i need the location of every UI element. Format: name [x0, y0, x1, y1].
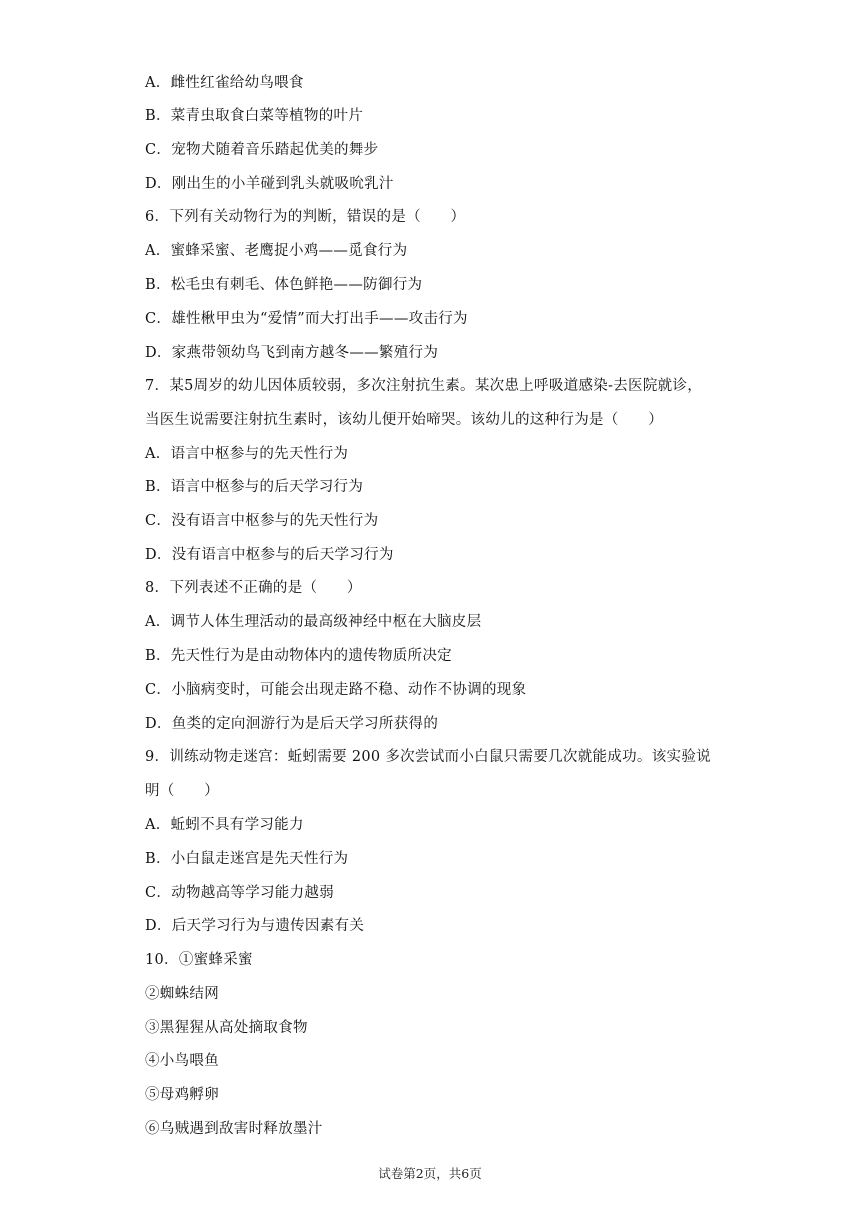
- list-item: ②蜘蛛结网: [145, 986, 219, 1002]
- option-a-line: A．雌性红雀给幼鸟喂食: [145, 75, 304, 91]
- option-c-line: C．动物越高等学习能力越弱: [145, 885, 334, 901]
- option-a-line: A．蜜蜂采蜜、老鹰捉小鸡——觅食行为: [145, 243, 408, 259]
- question-7: 7．某5周岁的幼儿因体质较弱，多次注射抗生素。某次患上呼吸道感染-去医院就诊，: [145, 378, 703, 394]
- option-b-line: B．小白鼠走迷宫是先天性行为: [145, 851, 349, 867]
- list-item: ⑥乌贼遇到敌害时释放墨汁: [145, 1121, 323, 1137]
- option-c-line: C．没有语言中枢参与的先天性行为: [145, 513, 379, 529]
- option-c-line: C．宠物犬随着音乐踏起优美的舞步: [145, 142, 379, 158]
- option-c-line: C．雄性楸甲虫为“爱情”而大打出手——攻击行为: [145, 311, 468, 327]
- list-item: ⑤母鸡孵卵: [145, 1087, 219, 1103]
- option-d-line: D．后天学习行为与遗传因素有关: [145, 918, 365, 934]
- option-d-line: D．家燕带领幼鸟飞到南方越冬——繁殖行为: [145, 345, 439, 361]
- question-9: 9．训练动物走迷宫：蚯蚓需要 200 多次尝试而小白鼠只需要几次就能成功。该实验说: [145, 749, 711, 765]
- question-9-continued: 明（ ）: [145, 783, 219, 799]
- option-d-line: D．没有语言中枢参与的后天学习行为: [145, 547, 394, 563]
- option-b-line: B．松毛虫有刺毛、体色鲜艳——防御行为: [145, 277, 423, 293]
- list-item: ③黑猩猩从高处摘取食物: [145, 1020, 308, 1036]
- option-d-line: D．刚出生的小羊碰到乳头就吸吮乳汁: [145, 176, 394, 192]
- option-b-line: B．语言中枢参与的后天学习行为: [145, 479, 364, 495]
- option-a-line: A．语言中枢参与的先天性行为: [145, 446, 349, 462]
- question-10: 10．①蜜蜂采蜜: [145, 952, 253, 968]
- page-footer: 试卷第2页，共6页: [378, 1166, 482, 1181]
- option-b-line: B．菜青虫取食白菜等植物的叶片: [145, 108, 364, 124]
- list-item: ④小鸟喂鱼: [145, 1053, 219, 1069]
- option-a-line: A．蚯蚓不具有学习能力: [145, 817, 304, 833]
- option-a-line: A．调节人体生理活动的最高级神经中枢在大脑皮层: [145, 614, 482, 630]
- question-6: 6．下列有关动物行为的判断，错误的是（ ）: [145, 209, 466, 225]
- option-c-line: C．小脑病变时，可能会出现走路不稳、动作不协调的现象: [145, 682, 527, 698]
- question-8: 8．下列表述不正确的是（ ）: [145, 580, 362, 596]
- option-d-line: D．鱼类的定向洄游行为是后天学习所获得的: [145, 716, 439, 732]
- question-7-continued: 当医生说需要注射抗生素时，该幼儿便开始啼哭。该幼儿的这种行为是（ ）: [145, 412, 663, 428]
- option-b-line: B．先天性行为是由动物体内的遗传物质所决定: [145, 648, 452, 664]
